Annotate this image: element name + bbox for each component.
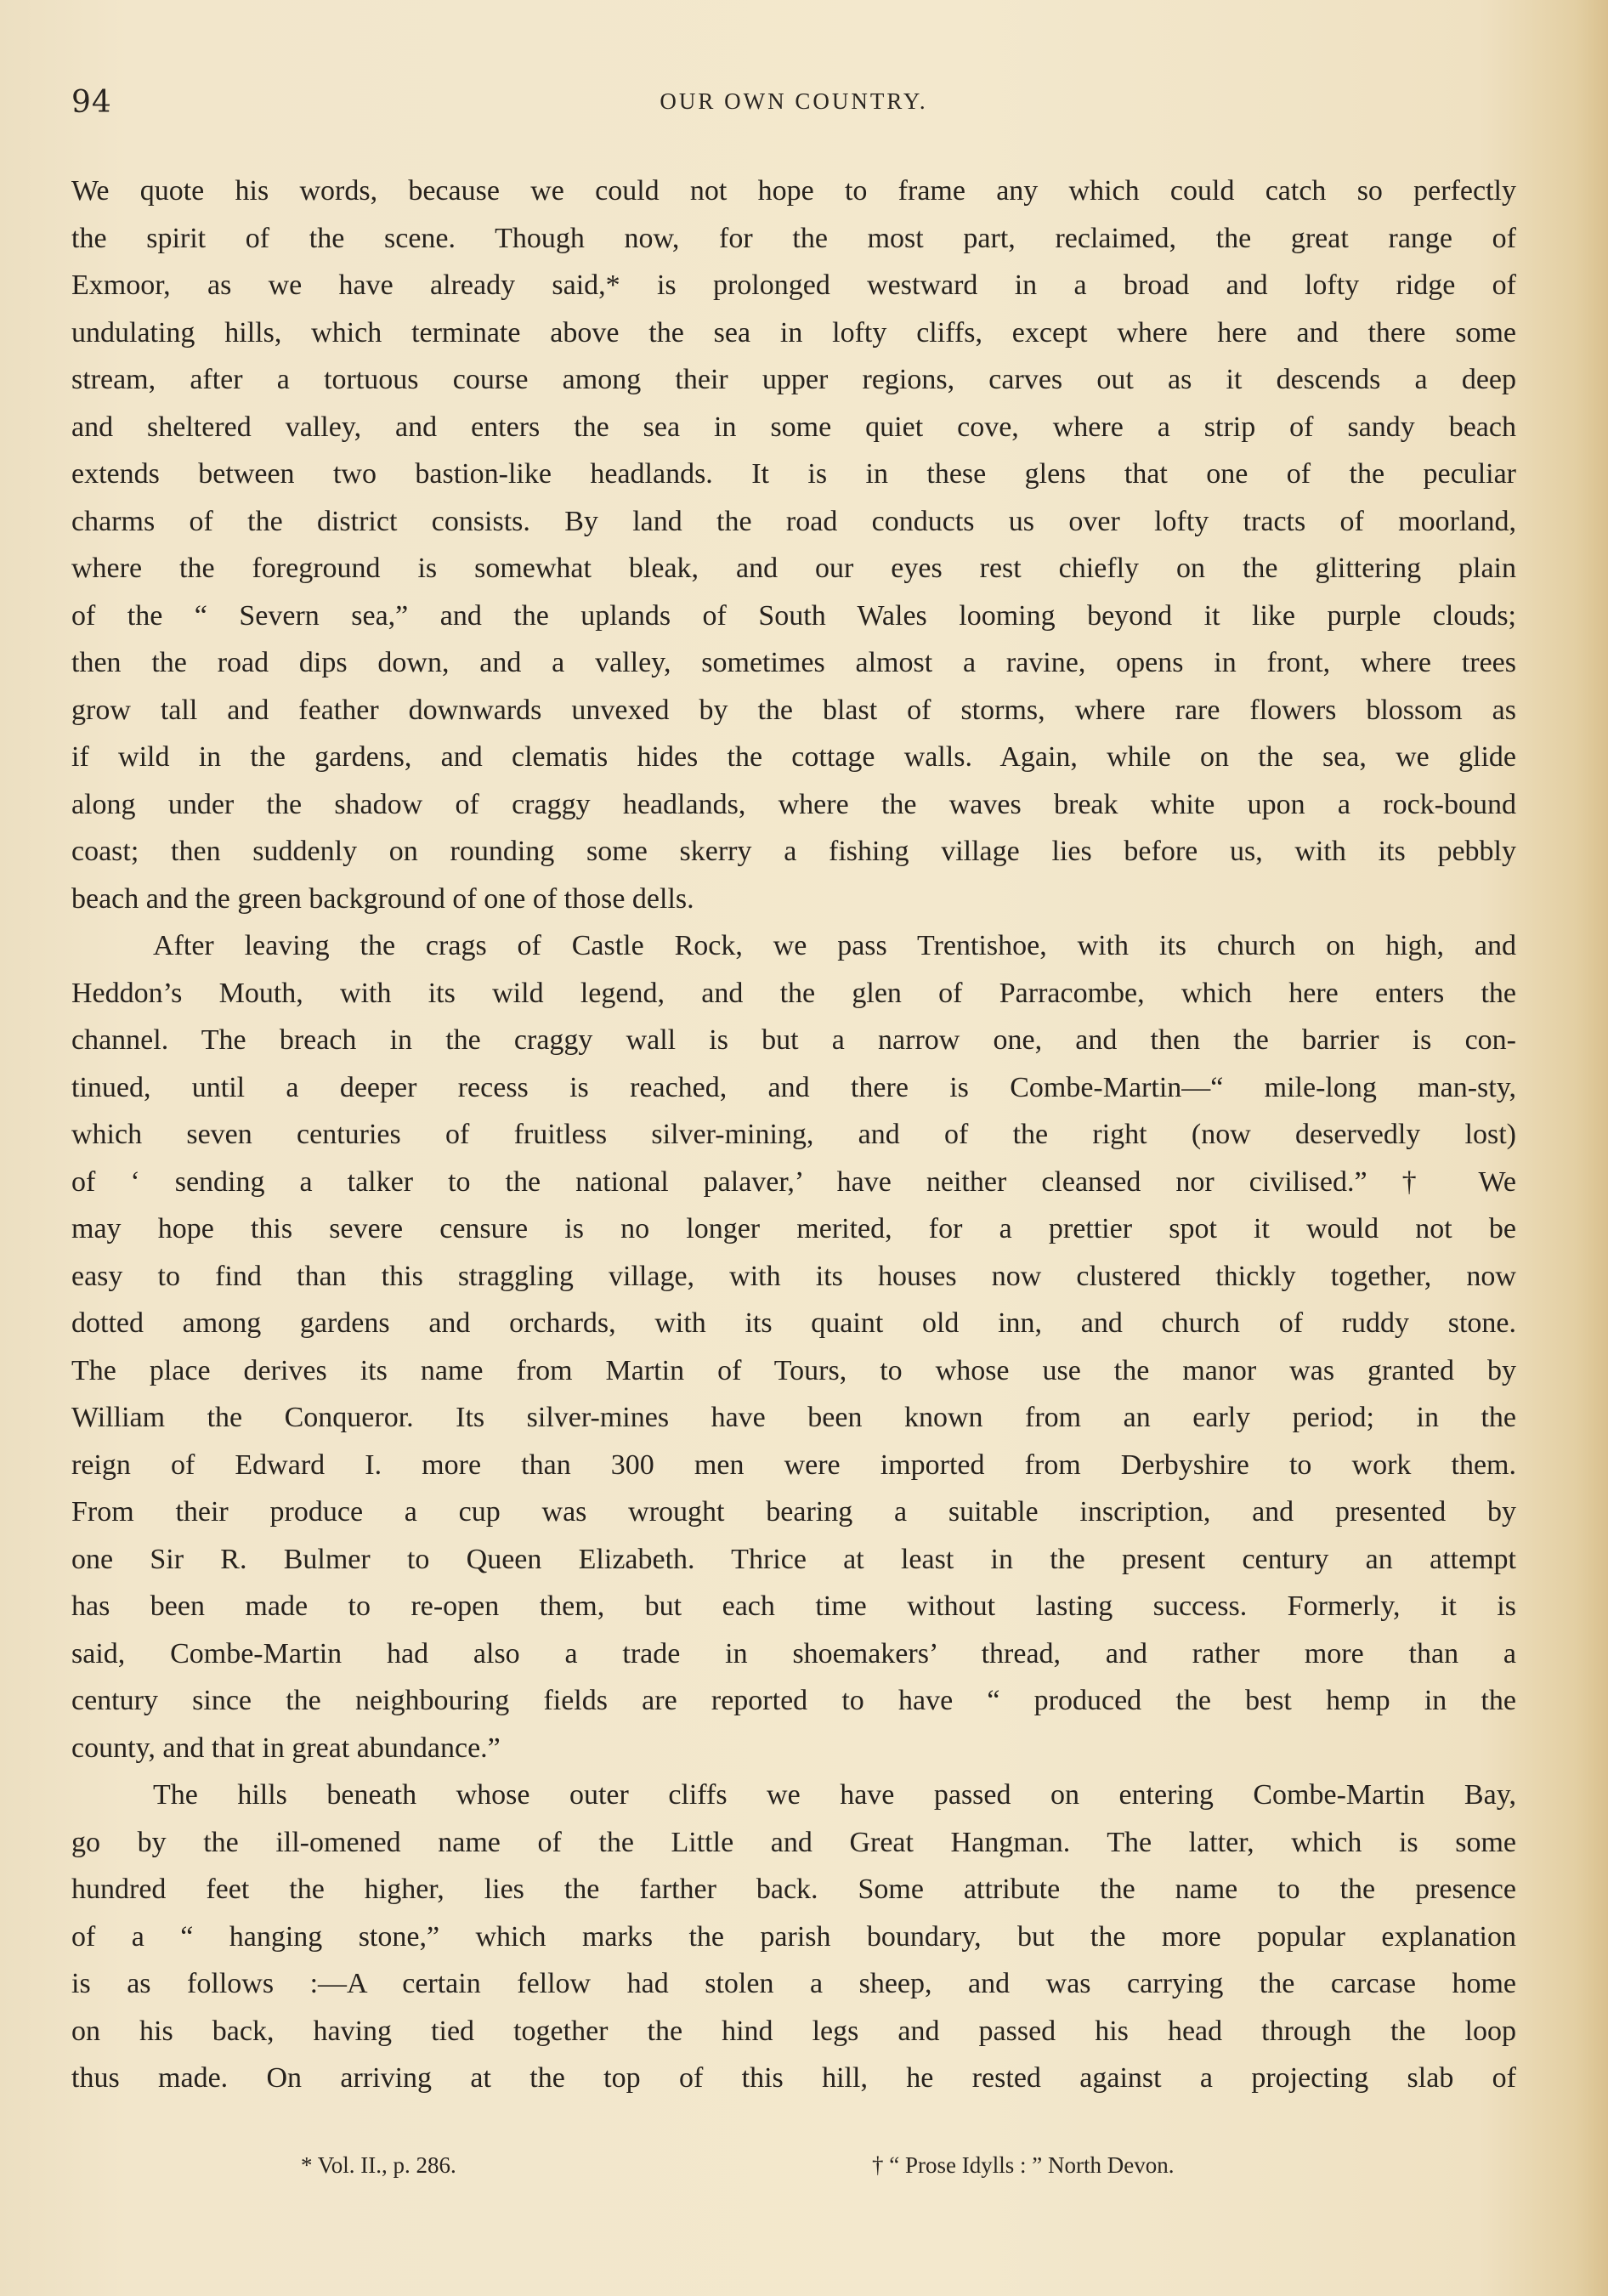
text-line: along under the shadow of craggy headlands, where the waves break white upon a rock-bound (71, 788, 1516, 820)
text-line: Exmoor, as we have already said,* is prolonged westward in a broad and lofty ridge of (71, 269, 1516, 301)
text-line: hundred feet the higher, lies the farther back. Some attribute the name to the presence (71, 1874, 1516, 1905)
text-line: stream, after a tortuous course among their upper regions, carves out as it descends a deep (71, 364, 1516, 395)
text-line: beach and the green background of one of those dells. (71, 882, 694, 915)
text-line: reign of Edward I. more than 300 men were imported from Derbyshire to work them. (71, 1448, 1516, 1481)
running-title: OUR OWN COUNTRY. (660, 88, 928, 114)
page-number: 94 (71, 85, 112, 120)
text-line: tinued, until a deeper recess is reached, and there is Combe-Martin—“ mile-long man-sty, (71, 1071, 1516, 1103)
text-line: The hills beneath whose outer cliffs we have passed on entering Combe-Martin Bay, (153, 1779, 1516, 1811)
text-line: has been made to re-open them, but each time without lasting success. Formerly, it is (71, 1590, 1516, 1622)
text-line: may hope this severe censure is no longer merited, for a prettier spot it would not be (71, 1213, 1516, 1244)
text-line: of the “ Severn sea,” and the uplands of South Wales looming beyond it like purple clouds; (71, 599, 1516, 632)
text-line: on his back, having tied together the hind legs and passed his head through the loop (71, 2015, 1516, 2047)
text-line: of ‘ sending a talker to the national palaver,’ have neither cleansed nor civilised.” † We (71, 1165, 1516, 1198)
text-line: go by the ill-omened name of the Little and Great Hangman. The latter, which is some (71, 1826, 1516, 1858)
text-line: the spirit of the scene. Though now, for the most part, reclaimed, the great range of (71, 222, 1516, 254)
text-line: then the road dips down, and a valley, sometimes almost a ravine, opens in front, where trees (71, 647, 1516, 678)
text-line: We quote his words, because we could not hope to frame any which could catch so perfectly (71, 175, 1516, 207)
text-line: extends between two bastion-like headlands. It is in these glens that one of the peculiar (71, 458, 1516, 490)
text-line: The place derives its name from Martin of Tours, to whose use the manor was granted by (71, 1354, 1516, 1386)
footnotes (71, 2152, 1516, 2186)
text-line: coast; then suddenly on rounding some skerry a fishing village lies before us, with its pebbly (71, 836, 1516, 867)
text-line: if wild in the gardens, and clematis hides the cottage walls. Again, while on the sea, we glide (71, 741, 1516, 773)
body-text (71, 167, 1516, 2102)
text-line: is as follows :—A certain fellow had stolen a sheep, and was carrying the carcase home (71, 1968, 1516, 1999)
text-line: grow tall and feather downwards unvexed by the blast of storms, where rare flowers blossom as (71, 694, 1516, 726)
text-line: century since the neighbouring fields are reported to have “ produced the best hemp in the (71, 1685, 1516, 1716)
text-line: thus made. On arriving at the top of this hill, he rested against a projecting slab of (71, 2062, 1516, 2094)
text-line: county, and that in great abundance.” (71, 1732, 501, 1764)
text-line: After leaving the crags of Castle Rock, we pass Trentishoe, with its church on high, and (153, 930, 1516, 961)
text-line: undulating hills, which terminate above the sea in lofty cliffs, except where here and there some (71, 316, 1516, 349)
text-line: and sheltered valley, and enters the sea in some quiet cove, where a strip of sandy beach (71, 411, 1516, 443)
footnote-vol-ii: * Vol. II., p. 286. (301, 2152, 456, 2178)
text-line: channel. The breach in the craggy wall is but a narrow one, and then the barrier is con- (71, 1024, 1516, 1056)
text-line: where the foreground is somewhat bleak, and our eyes rest chiefly on the glittering plain (71, 553, 1516, 584)
footnote-prose-idylls: † “ Prose Idylls : ” North Devon. (872, 2152, 1175, 2178)
text-line: Heddon’s Mouth, with its wild legend, and the glen of Parracombe, which here enters the (71, 977, 1516, 1009)
text-line: of a “ hanging stone,” which marks the parish boundary, but the more popular explanation (71, 1920, 1516, 1953)
text-line: William the Conqueror. Its silver-mines have been known from an early period; in the (71, 1402, 1516, 1433)
text-line: charms of the district consists. By land the road conducts us over lofty tracts of moorland, (71, 505, 1516, 537)
text-line: From their produce a cup was wrought bearing a suitable inscription, and presented by (71, 1496, 1516, 1528)
text-line: which seven centuries of fruitless silver-mining, and of the right (now deservedly lost) (71, 1119, 1516, 1150)
page-header (71, 85, 1516, 128)
text-line: one Sir R. Bulmer to Queen Elizabeth. Thrice at least in the present century an attempt (71, 1543, 1516, 1575)
text-line: easy to find than this straggling village, with its houses now clustered thickly together, now (71, 1260, 1516, 1292)
text-line: said, Combe-Martin had also a trade in shoemakers’ thread, and rather more than a (71, 1637, 1516, 1670)
text-line: dotted among gardens and orchards, with its quaint old inn, and church of ruddy stone. (71, 1307, 1516, 1339)
